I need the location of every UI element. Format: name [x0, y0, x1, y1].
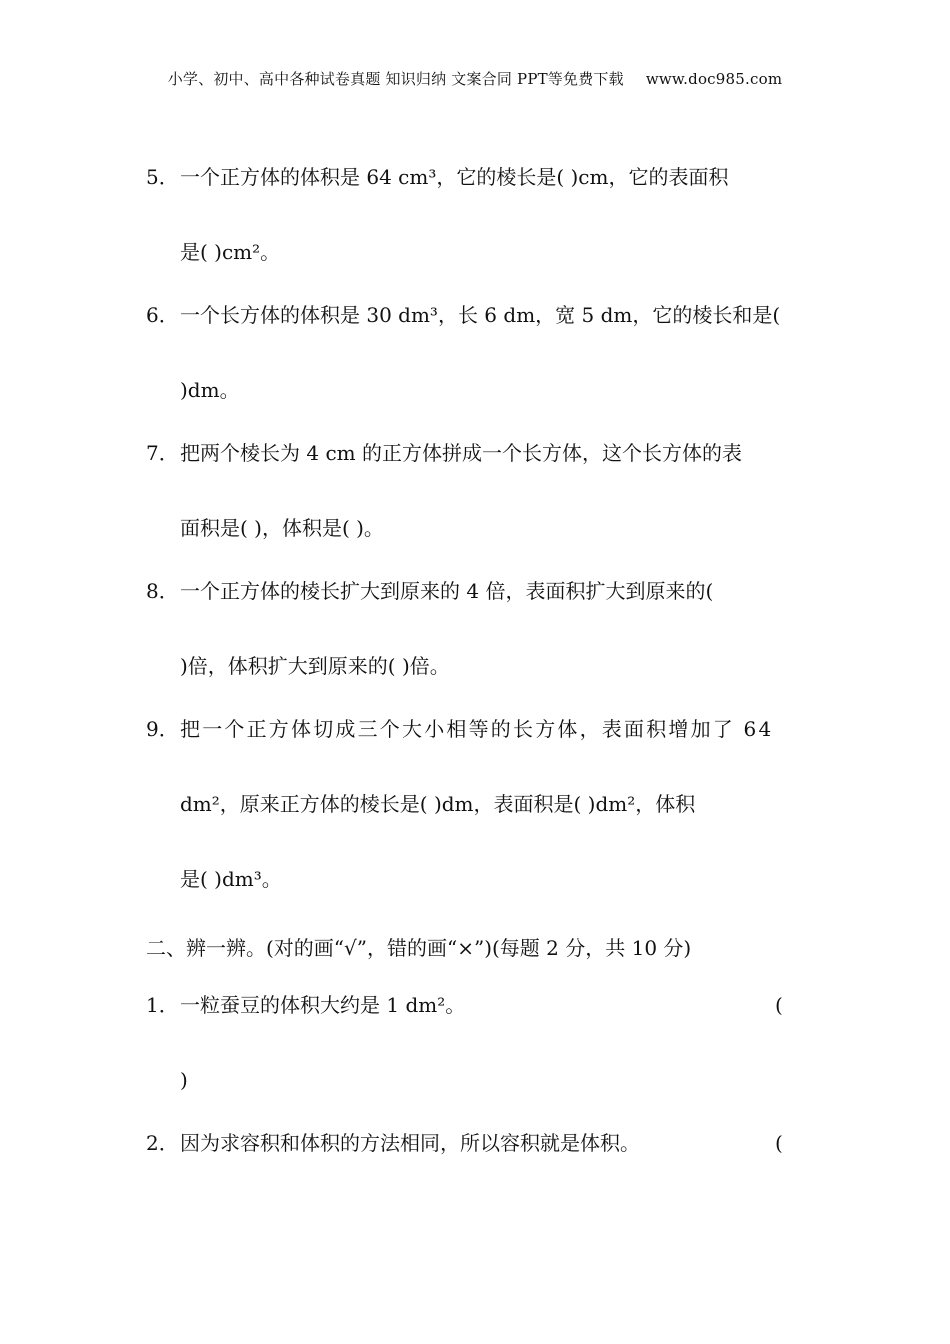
question-text: 把两个棱长为 4 cm 的正方体拼成一个长方体，这个长方体的表	[180, 441, 742, 465]
question-number: 1．	[146, 993, 179, 1017]
question-text: 因为求容积和体积的方法相同，所以容积就是体积。	[180, 1131, 640, 1155]
question-text: 一个正方体的体积是 64 cm³，它的棱长是( )cm，它的表面积	[180, 165, 729, 189]
question-text: dm²，原来正方体的棱长是( )dm，表面积是( )dm²，体积	[180, 792, 696, 816]
question-number: 7．	[146, 441, 179, 465]
question-text: 面积是( )，体积是( )。	[180, 516, 384, 540]
question-number: 5．	[146, 165, 179, 189]
question-text: 一个长方体的体积是 30 dm³，长 6 dm，宽 5 dm，它的棱长和是(	[180, 303, 781, 327]
answer-open-paren[interactable]: (	[775, 993, 783, 1017]
question-text: 是( )cm²。	[180, 240, 281, 264]
answer-open-paren[interactable]: (	[775, 1131, 783, 1155]
question-number: 9．	[146, 717, 179, 741]
question-number: 2．	[146, 1131, 179, 1155]
page-header	[0, 68, 950, 89]
question-text: 一粒蚕豆的体积大约是 1 dm²。	[180, 993, 466, 1017]
question-text: )倍，体积扩大到原来的( )倍。	[180, 654, 450, 678]
question-text: 一个正方体的棱长扩大到原来的 4 倍，表面积扩大到原来的(	[180, 579, 714, 603]
header-site: www.doc985.com	[645, 70, 783, 88]
question-number: 6．	[146, 303, 179, 327]
section-title: 二、辨一辨。(对的画“√”，错的画“×”)(每题 2 分，共 10 分)	[146, 936, 692, 960]
question-text: 是( )dm³。	[180, 867, 282, 891]
question-text: 把一个正方体切成三个大小相等的长方体，表面积增加了 64	[180, 717, 774, 741]
question-text: )dm。	[180, 378, 240, 402]
question-number: 8．	[146, 579, 179, 603]
header-text: 小学、初中、高中各种试卷真题 知识归纳 文案合同 PPT等免费下载	[167, 70, 624, 88]
answer-close-paren[interactable]: )	[180, 1068, 188, 1092]
